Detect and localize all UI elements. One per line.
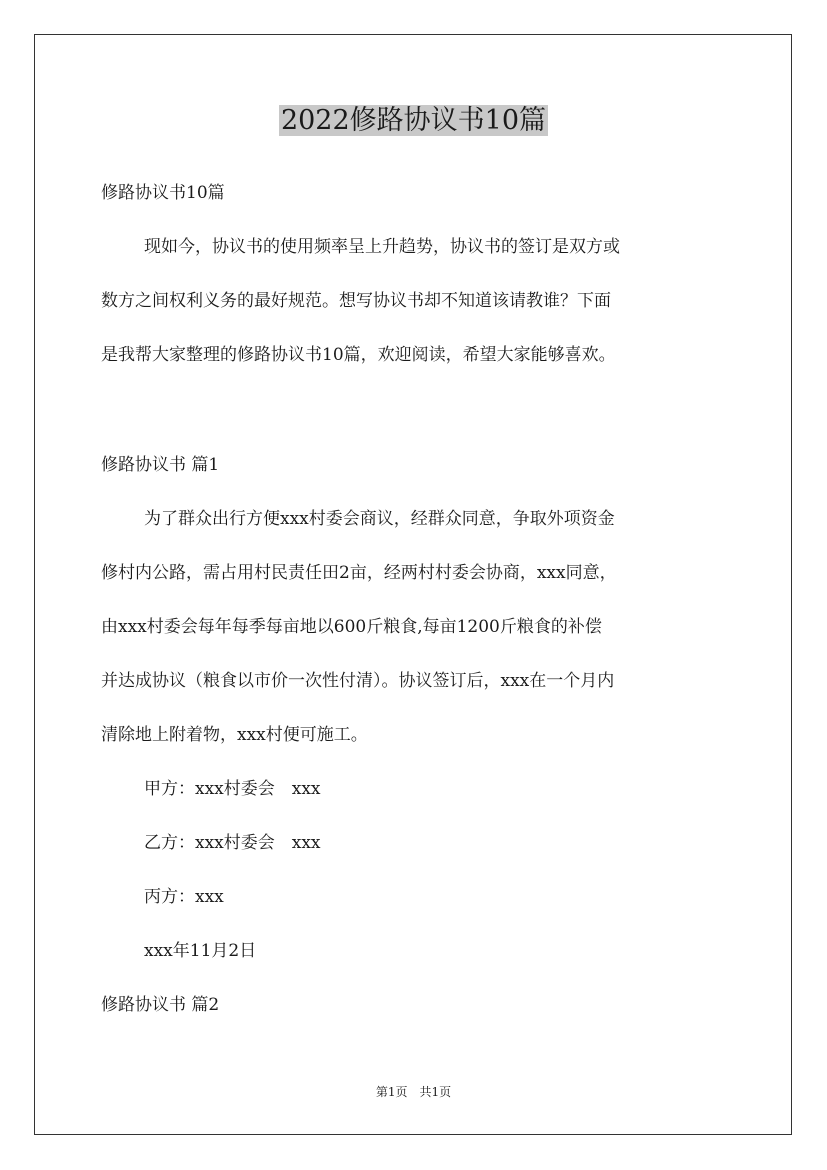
page-number-footer: 第1页 共1页 bbox=[375, 1085, 452, 1099]
party-a-signature: 甲方：xxx村委会 xxx bbox=[144, 779, 321, 799]
document-title bbox=[0, 101, 827, 141]
document-subtitle: 修路协议书10篇 bbox=[101, 183, 225, 203]
party-b-signature: 乙方：xxx村委会 xxx bbox=[144, 833, 321, 853]
section-1-line-5: 清除地上附着物，xxx村便可施工。 bbox=[101, 725, 368, 745]
intro-line-3: 是我帮大家整理的修路协议书10篇，欢迎阅读，希望大家能够喜欢。 bbox=[101, 345, 616, 365]
section-1-line-2: 修村内公路，需占用村民责任田2亩，经两村村委会协商，xxx同意， bbox=[101, 563, 617, 583]
intro-line-2: 数方之间权利义务的最好规范。想写协议书却不知道该请教谁？下面 bbox=[101, 291, 611, 311]
section-1-heading: 修路协议书 篇1 bbox=[101, 455, 220, 475]
section-1-line-4: 并达成协议（粮食以市价一次性付清）。协议签订后，xxx在一个月内 bbox=[101, 671, 615, 691]
signing-date: xxx年11月2日 bbox=[144, 941, 257, 961]
section-2-heading: 修路协议书 篇2 bbox=[101, 995, 220, 1015]
party-c-signature: 丙方：xxx bbox=[144, 887, 224, 907]
section-1-line-1: 为了群众出行方便xxx村委会商议，经群众同意，争取外项资金 bbox=[144, 509, 615, 529]
document-title-text: 2022修路协议书10篇 bbox=[280, 105, 547, 136]
intro-line-1: 现如今，协议书的使用频率呈上升趋势，协议书的签订是双方或 bbox=[144, 237, 620, 257]
section-1-line-3: 由xxx村委会每年每季每亩地以600斤粮食,每亩1200斤粮食的补偿 bbox=[101, 617, 602, 637]
